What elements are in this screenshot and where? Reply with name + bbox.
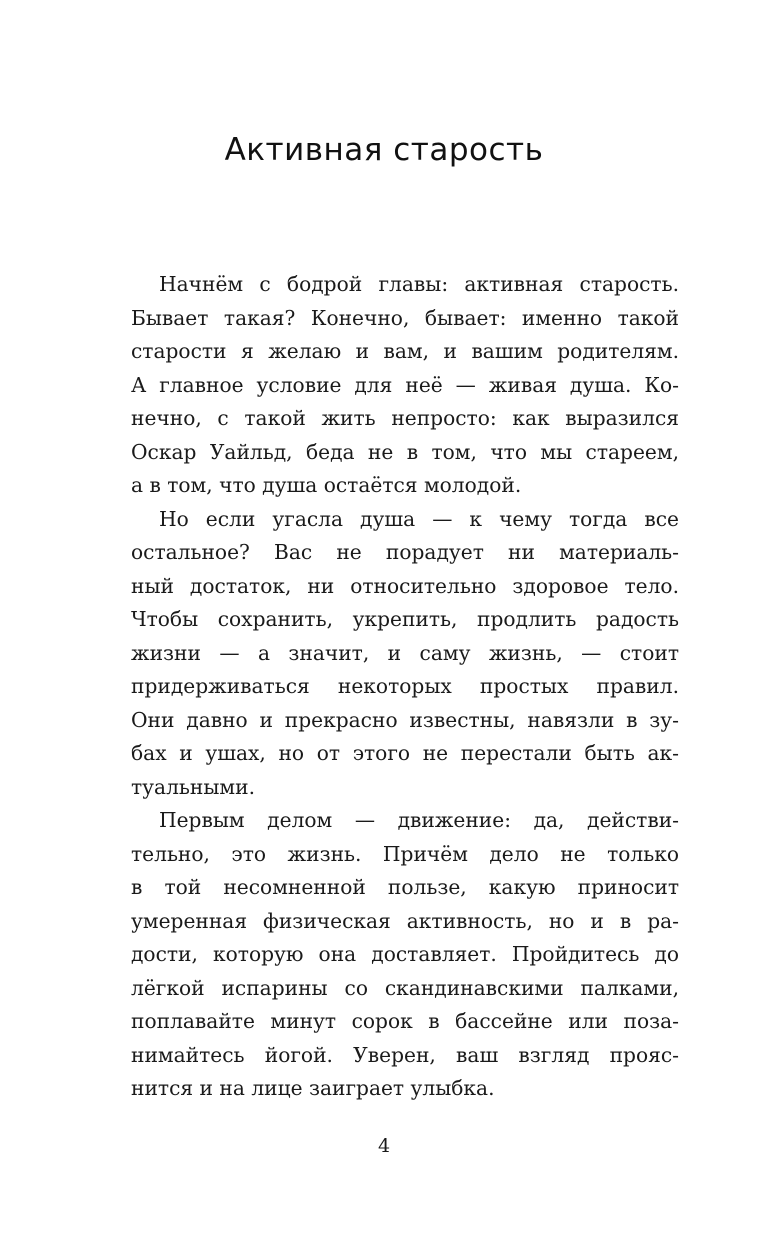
text-line: Начнём с бодрой главы: активная старость. <box>159 272 679 296</box>
text-line: поплавайте минут сорок в бассейне или поза- <box>131 1009 679 1033</box>
text-line: Но если угасла душа — к чему тогда все <box>159 506 679 531</box>
text-line: Они давно и прекрасно известны, навязли в зу- <box>131 707 679 732</box>
text-line: в той несомненной пользе, какую приносит <box>131 875 679 899</box>
text-line: нимайтесь йогой. Уверен, ваш взгляд прояс- <box>131 1042 679 1067</box>
text-line: дости, которую она доставляет. Пройдитесь до <box>131 942 679 966</box>
text-line: туальными. <box>131 774 255 799</box>
paragraph <box>131 503 679 805</box>
paragraph <box>131 268 679 503</box>
paragraph <box>131 804 679 1106</box>
text-line: Чтобы сохранить, укрепить, продлить радость <box>131 607 679 631</box>
text-line: нится и на лице заиграет улыбка. <box>131 1076 495 1100</box>
text-line: тельно, это жизнь. Причём дело не только <box>131 841 679 866</box>
text-line: бах и ушах, но от этого не перестали быть ак- <box>131 741 679 765</box>
text-line: нечно, с такой жить непросто: как выразился <box>131 406 679 430</box>
text-line: придерживаться некоторых простых правил. <box>131 674 679 698</box>
text-line: Бывает такая? Конечно, бывает: именно такой <box>131 305 679 330</box>
text-line: старости я желаю и вам, и вашим родителям. <box>131 339 679 363</box>
text-line: Оскар Уайльд, беда не в том, что мы стареем, <box>131 439 679 464</box>
text-line: А главное условие для неё — живая душа. Ко- <box>131 372 679 397</box>
text-line: умеренная физическая активность, но и в ра- <box>131 908 679 933</box>
text-line: ный достаток, ни относительно здоровое тело. <box>131 573 679 598</box>
text-line: а в том, что душа остаётся молодой. <box>131 473 522 497</box>
text-line: остальное? Вас не порадует ни материаль- <box>131 540 679 564</box>
chapter-title: Активная старость <box>224 132 544 168</box>
page-number: 4 <box>377 1135 391 1157</box>
text-line: Первым делом — движение: да, действи- <box>159 808 679 832</box>
text-line: лёгкой испарины со скандинавскими палками, <box>131 975 679 1000</box>
text-line: жизни — а значит, и саму жизнь, — стоит <box>131 640 679 665</box>
body-text <box>131 268 679 1106</box>
